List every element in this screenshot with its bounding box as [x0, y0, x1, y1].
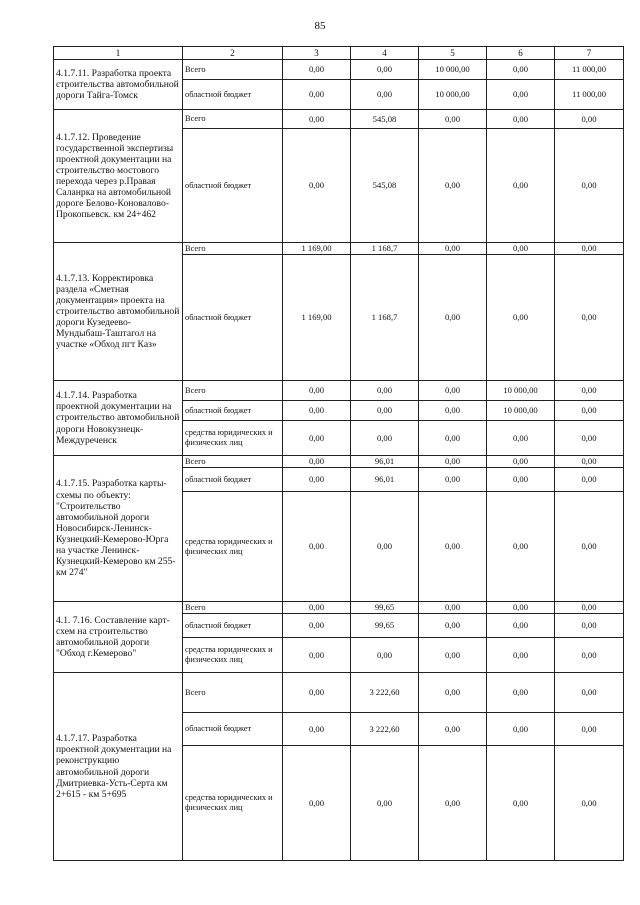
page-number: 85 [314, 20, 326, 32]
funding-source-cell: областной бюджет [183, 255, 283, 381]
value-cell: 0,00 [351, 421, 419, 456]
value-cell: 0,00 [555, 673, 624, 713]
value-cell: 96,01 [351, 456, 419, 468]
value-cell: 0,00 [487, 456, 555, 468]
table-row [54, 381, 624, 401]
value-cell: 0,00 [419, 243, 487, 255]
value-cell: 0,00 [283, 381, 351, 401]
value-cell: 0,00 [487, 243, 555, 255]
measure-name-cell: 4.1.7.14. Разработка проектной документации на строительство автомобильной дороги Новокузнецк-Междуреченск [54, 381, 183, 456]
measure-name-cell: 4.1.7.12. Проведение государственной экспертизы проектной документации на строительство мостового перехода через р.Правая Саланрка на автомобильной дороге Белово-Коновалово-Прокопьевск. км 24+462 [54, 110, 183, 243]
table-row [54, 456, 624, 468]
value-cell: 0,00 [419, 468, 487, 492]
column-header: 4 [351, 47, 419, 60]
value-cell: 0,00 [283, 129, 351, 243]
value-cell: 0,00 [419, 746, 487, 861]
value-cell: 10 000,00 [487, 381, 555, 401]
value-cell: 0,00 [283, 60, 351, 80]
value-cell: 11 000,00 [555, 80, 624, 110]
value-cell: 0,00 [555, 638, 624, 673]
value-cell: 0,00 [283, 110, 351, 129]
funding-source-cell: средства юридических и физических лиц [183, 638, 283, 673]
value-cell: 0,00 [555, 243, 624, 255]
value-cell: 0,00 [419, 673, 487, 713]
value-cell: 99,65 [351, 602, 419, 614]
value-cell: 0,00 [283, 638, 351, 673]
value-cell: 0,00 [351, 492, 419, 602]
value-cell: 0,00 [283, 713, 351, 746]
value-cell: 11 000,00 [555, 60, 624, 80]
value-cell: 0,00 [487, 673, 555, 713]
value-cell: 0,00 [419, 602, 487, 614]
measure-name-cell: 4.1. 7.16. Составление карт-схем на строительство автомобильной дороги "Обход г.Кемерово" [54, 602, 183, 673]
value-cell: 0,00 [487, 468, 555, 492]
value-cell: 0,00 [555, 492, 624, 602]
table-row [54, 243, 624, 255]
value-cell: 0,00 [351, 60, 419, 80]
value-cell: 0,00 [487, 110, 555, 129]
value-cell: 10 000,00 [419, 80, 487, 110]
funding-source-cell: средства юридических и физических лиц [183, 746, 283, 861]
funding-source-cell: Всего [183, 110, 283, 129]
value-cell: 1 169,00 [283, 243, 351, 255]
measure-name-cell: 4.1.7.13. Корректировка раздела «Сметная документация» проекта на строительство автомобильной дороги Кузедеево-Мундыбаш-Таштагол на участке «Обход пгт Каз» [54, 243, 183, 381]
value-cell: 0,00 [283, 421, 351, 456]
value-cell: 96,01 [351, 468, 419, 492]
value-cell: 0,00 [555, 129, 624, 243]
value-cell: 0,00 [487, 602, 555, 614]
funding-source-cell: областной бюджет [183, 713, 283, 746]
value-cell: 0,00 [555, 746, 624, 861]
value-cell: 10 000,00 [487, 401, 555, 421]
funding-source-cell: Всего [183, 381, 283, 401]
column-header: 6 [487, 47, 555, 60]
table-row [54, 60, 624, 80]
value-cell: 0,00 [555, 381, 624, 401]
value-cell: 0,00 [555, 602, 624, 614]
table-row [54, 673, 624, 713]
value-cell: 0,00 [419, 492, 487, 602]
column-header: 7 [555, 47, 624, 60]
funding-source-cell: средства юридических и физических лиц [183, 492, 283, 602]
measure-name-cell: 4.1.7.15. Разработка карты-схемы по объекту: "Строительство автомобильной дороги Новосибирск-Ленинск-Кузнецкий-Кемерово-Юрга на участке Ленинск-Кузнецкий-Кемерово км 255-км 274" [54, 456, 183, 602]
value-cell: 0,00 [283, 614, 351, 638]
value-cell: 545,08 [351, 110, 419, 129]
value-cell: 0,00 [487, 492, 555, 602]
value-cell: 0,00 [487, 255, 555, 381]
value-cell: 0,00 [419, 110, 487, 129]
value-cell: 0,00 [283, 492, 351, 602]
funding-source-cell: средства юридических и физических лиц [183, 421, 283, 456]
value-cell: 0,00 [487, 421, 555, 456]
value-cell: 0,00 [351, 401, 419, 421]
value-cell: 0,00 [419, 255, 487, 381]
funding-source-cell: Всего [183, 456, 283, 468]
value-cell: 1 168,7 [351, 243, 419, 255]
header-row [54, 47, 624, 60]
value-cell: 0,00 [419, 401, 487, 421]
value-cell: 0,00 [555, 421, 624, 456]
value-cell: 99,65 [351, 614, 419, 638]
value-cell: 10 000,00 [419, 60, 487, 80]
funding-source-cell: областной бюджет [183, 80, 283, 110]
value-cell: 0,00 [351, 80, 419, 110]
value-cell: 0,00 [419, 456, 487, 468]
value-cell: 0,00 [419, 638, 487, 673]
value-cell: 0,00 [283, 401, 351, 421]
value-cell: 1 168,7 [351, 255, 419, 381]
value-cell: 0,00 [419, 713, 487, 746]
value-cell: 0,00 [283, 673, 351, 713]
value-cell: 0,00 [351, 746, 419, 861]
value-cell: 0,00 [487, 638, 555, 673]
column-header: 3 [283, 47, 351, 60]
value-cell: 0,00 [487, 129, 555, 243]
funding-source-cell: областной бюджет [183, 468, 283, 492]
value-cell: 3 222,60 [351, 713, 419, 746]
value-cell: 0,00 [419, 614, 487, 638]
funding-source-cell: Всего [183, 243, 283, 255]
budget-table [53, 46, 624, 861]
value-cell: 0,00 [555, 713, 624, 746]
value-cell: 0,00 [283, 80, 351, 110]
value-cell: 0,00 [555, 468, 624, 492]
value-cell: 545,08 [351, 129, 419, 243]
funding-source-cell: областной бюджет [183, 401, 283, 421]
value-cell: 0,00 [487, 614, 555, 638]
funding-source-cell: областной бюджет [183, 614, 283, 638]
value-cell: 0,00 [487, 746, 555, 861]
value-cell: 0,00 [283, 746, 351, 861]
value-cell: 3 222,60 [351, 673, 419, 713]
value-cell: 1 169,00 [283, 255, 351, 381]
value-cell: 0,00 [283, 602, 351, 614]
funding-source-cell: Всего [183, 602, 283, 614]
measure-name-cell: 4.1.7.11. Разработка проекта строительства автомобильной дороги Тайга-Томск [54, 60, 183, 110]
measure-name-cell: 4.1.7.17. Разработка проектной документации на реконструкцию автомобильной дороги Дмитриевка-Усть-Серта км 2+615 - км 5+695 [54, 673, 183, 861]
value-cell: 0,00 [487, 80, 555, 110]
funding-source-cell: Всего [183, 60, 283, 80]
value-cell: 0,00 [555, 110, 624, 129]
column-header: 1 [54, 47, 183, 60]
value-cell: 0,00 [555, 401, 624, 421]
value-cell: 0,00 [487, 713, 555, 746]
value-cell: 0,00 [351, 381, 419, 401]
column-header: 5 [419, 47, 487, 60]
funding-source-cell: областной бюджет [183, 129, 283, 243]
value-cell: 0,00 [555, 614, 624, 638]
value-cell: 0,00 [283, 456, 351, 468]
value-cell: 0,00 [419, 129, 487, 243]
table-row [54, 110, 624, 129]
value-cell: 0,00 [419, 421, 487, 456]
column-header: 2 [183, 47, 283, 60]
value-cell: 0,00 [419, 381, 487, 401]
value-cell: 0,00 [487, 60, 555, 80]
table-row [54, 602, 624, 614]
value-cell: 0,00 [351, 638, 419, 673]
value-cell: 0,00 [283, 468, 351, 492]
value-cell: 0,00 [555, 456, 624, 468]
funding-source-cell: Всего [183, 673, 283, 713]
value-cell: 0,00 [555, 255, 624, 381]
